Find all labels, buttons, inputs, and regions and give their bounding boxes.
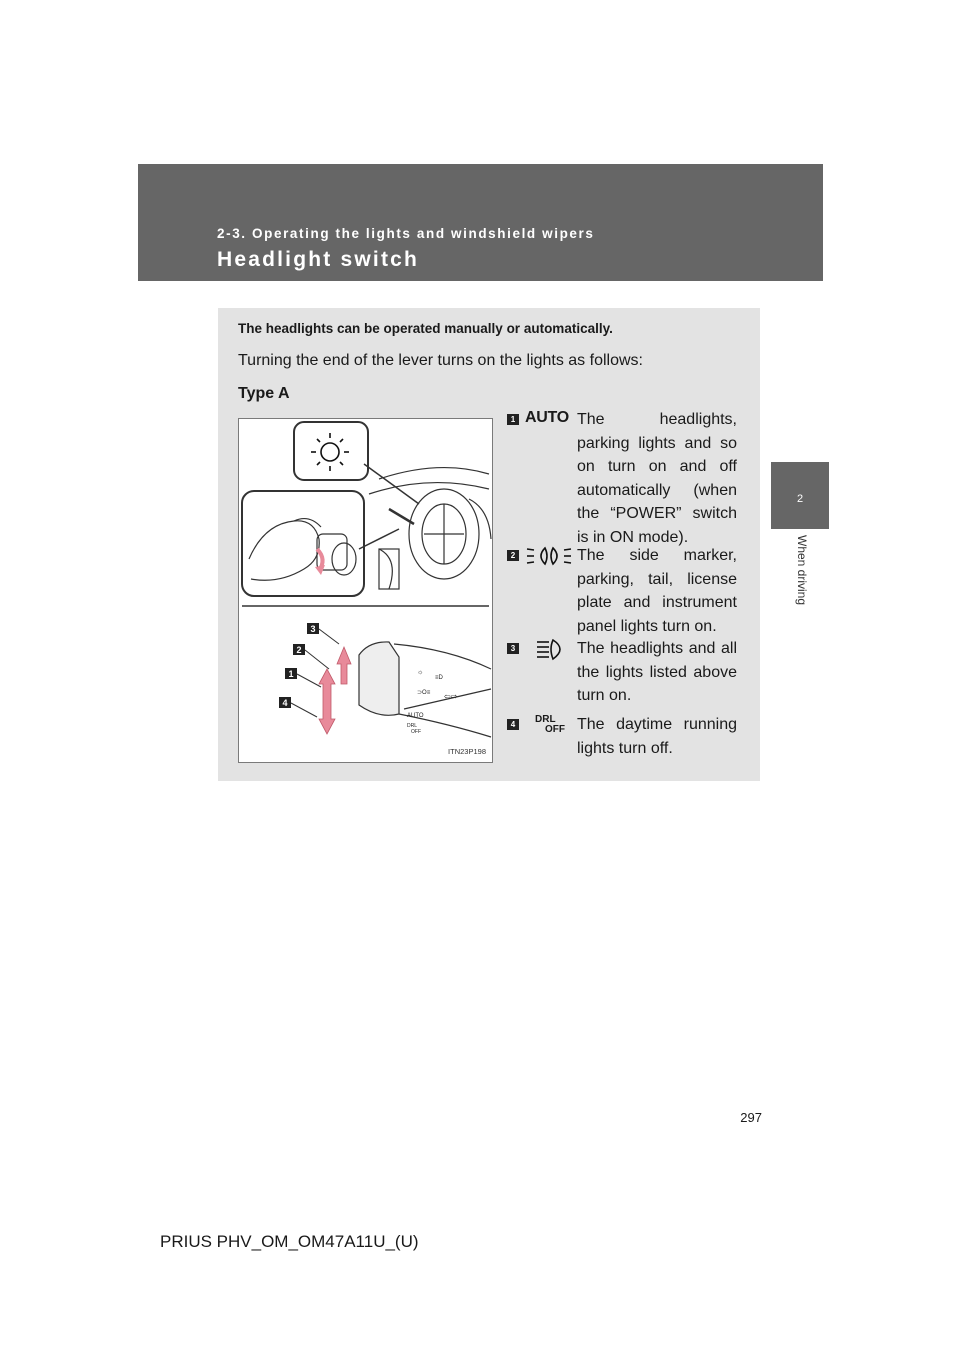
headlight-icon	[523, 637, 575, 661]
drl-off-icon	[523, 713, 575, 737]
page-number: 297	[740, 1110, 762, 1125]
stalk-off-label: OFF	[411, 729, 421, 735]
section-label: 2-3. Operating the lights and windshield wipers	[217, 226, 595, 241]
figure-code: ITN23P198	[448, 747, 486, 756]
auto-icon: AUTO	[525, 409, 569, 426]
chapter-tab	[771, 462, 829, 529]
figure-callout-3: 3	[310, 624, 316, 634]
drl-icon-line1: DRL	[535, 714, 556, 725]
item-number-4: 4	[507, 719, 519, 730]
page-header	[138, 164, 823, 281]
footer-text: PRIUS PHV_OM_OM47A11U_(U)	[160, 1232, 419, 1251]
figure-illustration	[239, 419, 492, 762]
page-title: Headlight switch	[217, 248, 420, 271]
item-number-2: 2	[507, 550, 519, 561]
side-marker-lights-icon	[523, 544, 575, 568]
item-description-2: The side marker, parking, tail, license plate and instrument panel lights turn on.	[577, 547, 737, 635]
figure-callout-1: 1	[288, 669, 294, 679]
intro-text: Turning the end of the lever turns on the lights as follows:	[238, 352, 643, 369]
item-description-1: The headlights, parking lights and so on turn on and off automatically (when the “POWER” switch is in ON mode).	[577, 411, 737, 546]
intro-bold-text: The headlights can be operated manually or automatically.	[238, 321, 613, 336]
figure-callout-2: 2	[296, 645, 302, 655]
figure-callout-4: 4	[282, 698, 288, 708]
chapter-number: 2	[796, 493, 804, 505]
svg-text:☼: ☼	[417, 669, 424, 676]
stalk-auto-label: AUTO	[407, 713, 424, 719]
item-description-3: The headlights and all the lights listed above turn on.	[577, 640, 737, 704]
drl-icon-line2: OFF	[545, 724, 565, 735]
item-number-1: 1	[507, 414, 519, 425]
chapter-name: When driving	[795, 535, 809, 606]
svg-text:⊃O≡: ⊃O≡	[417, 690, 431, 696]
stalk-drl-label: DRL	[407, 723, 418, 729]
item-number-3: 3	[507, 643, 519, 654]
type-label: Type A	[238, 385, 290, 402]
svg-text:⇦⇨: ⇦⇨	[444, 692, 458, 701]
headlight-switch-figure	[238, 418, 493, 763]
svg-text:≡D: ≡D	[435, 675, 443, 681]
content-panel	[218, 308, 760, 781]
item-description-4: The daytime running lights turn off.	[577, 716, 737, 757]
